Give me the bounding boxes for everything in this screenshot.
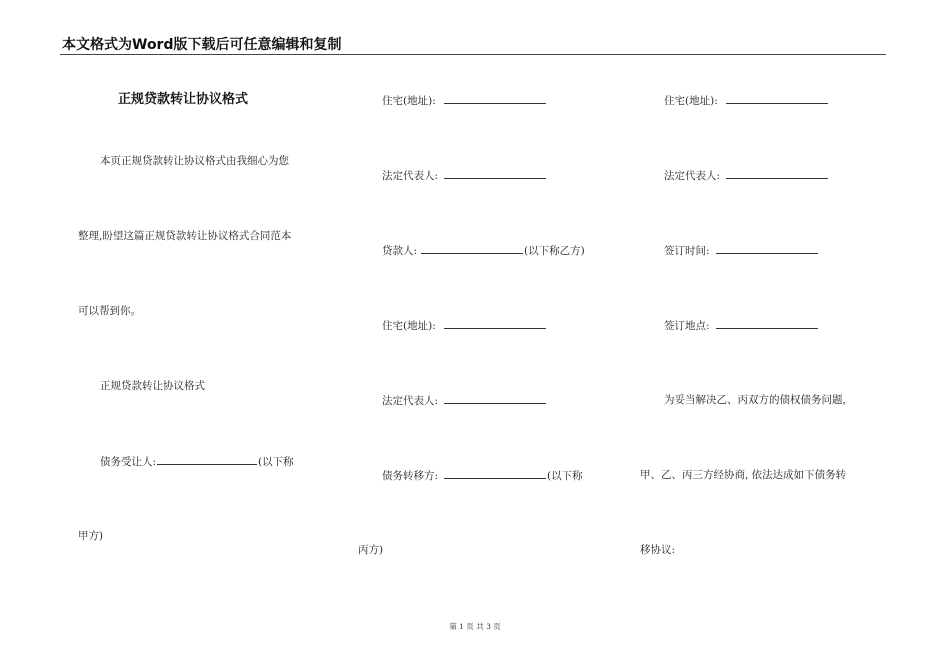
col2-residence-line-2: [382, 318, 547, 333]
transferee-suffix: (以下称: [258, 456, 294, 468]
sign-place-line: [664, 318, 819, 333]
intro-line-2: 整理,盼望这篇正规贷款转让协议格式合同范本: [78, 230, 292, 242]
col3-paragraph-line-3: 移协议:: [640, 544, 676, 556]
col2-legal-rep-line-1: [382, 168, 547, 183]
header-notice: 本文格式为Word版下载后可任意编辑和复制: [62, 37, 342, 53]
col3-paragraph-line-1: 为妥当解决乙、丙双方的债权债务问题,: [664, 394, 846, 406]
transferee-label: 债务受让人:: [100, 456, 157, 468]
col3-paragraph-line-2: 甲、乙、丙三方经协商, 依法达成如下债务转: [640, 469, 847, 481]
transferee-blank[interactable]: [157, 454, 257, 465]
section-subtitle: 正规贷款转让协议格式: [100, 380, 205, 392]
sign-time-blank[interactable]: [716, 243, 818, 254]
transferor-suffix: (以下称: [547, 470, 583, 482]
transferor-suffix-continued: 丙方): [358, 544, 384, 556]
transferor-label: 债务转移方:: [382, 470, 439, 482]
intro-line-3: 可以帮到你。: [78, 305, 141, 317]
col3-legal-rep-line: [664, 168, 829, 183]
sign-place-blank[interactable]: [716, 318, 818, 329]
transferee-suffix-continued: 甲方): [78, 530, 104, 542]
col2-residence-line-1: [382, 93, 547, 108]
sign-place-label: 签订地点:: [664, 320, 710, 332]
transferee-line: [100, 454, 294, 469]
col2-legal-rep-line-2: [382, 393, 547, 408]
intro-line-1: 本页正规贷款转让协议格式由我细心为您: [100, 155, 289, 167]
page-header: [60, 34, 886, 55]
sign-time-line: [664, 243, 819, 258]
transferor-line: [382, 468, 583, 483]
col3-legal-rep-blank[interactable]: [726, 168, 828, 179]
lender-line: [382, 243, 585, 258]
col2-legal-rep-label-2: 法定代表人:: [382, 395, 439, 407]
col3-residence-blank[interactable]: [726, 93, 828, 104]
sign-time-label: 签订时间:: [664, 245, 710, 257]
col2-legal-rep-blank-1[interactable]: [444, 168, 546, 179]
col2-residence-label-1: 住宅(地址):: [382, 95, 436, 107]
col2-legal-rep-blank-2[interactable]: [444, 393, 546, 404]
col3-residence-line: [664, 93, 829, 108]
transferor-blank[interactable]: [444, 468, 546, 479]
col3-legal-rep-label: 法定代表人:: [664, 170, 721, 182]
lender-suffix: (以下称乙方): [524, 245, 585, 257]
col2-residence-blank-1[interactable]: [444, 93, 546, 104]
document-title: 正规贷款转让协议格式: [118, 92, 249, 107]
col2-legal-rep-label-1: 法定代表人:: [382, 170, 439, 182]
lender-blank[interactable]: [421, 243, 523, 254]
lender-label: 贷款人:: [382, 245, 418, 257]
col3-residence-label: 住宅(地址):: [664, 95, 718, 107]
col2-residence-label-2: 住宅(地址):: [382, 320, 436, 332]
page-number: 第 1 页 共 3 页: [449, 622, 501, 631]
col2-residence-blank-2[interactable]: [444, 318, 546, 329]
